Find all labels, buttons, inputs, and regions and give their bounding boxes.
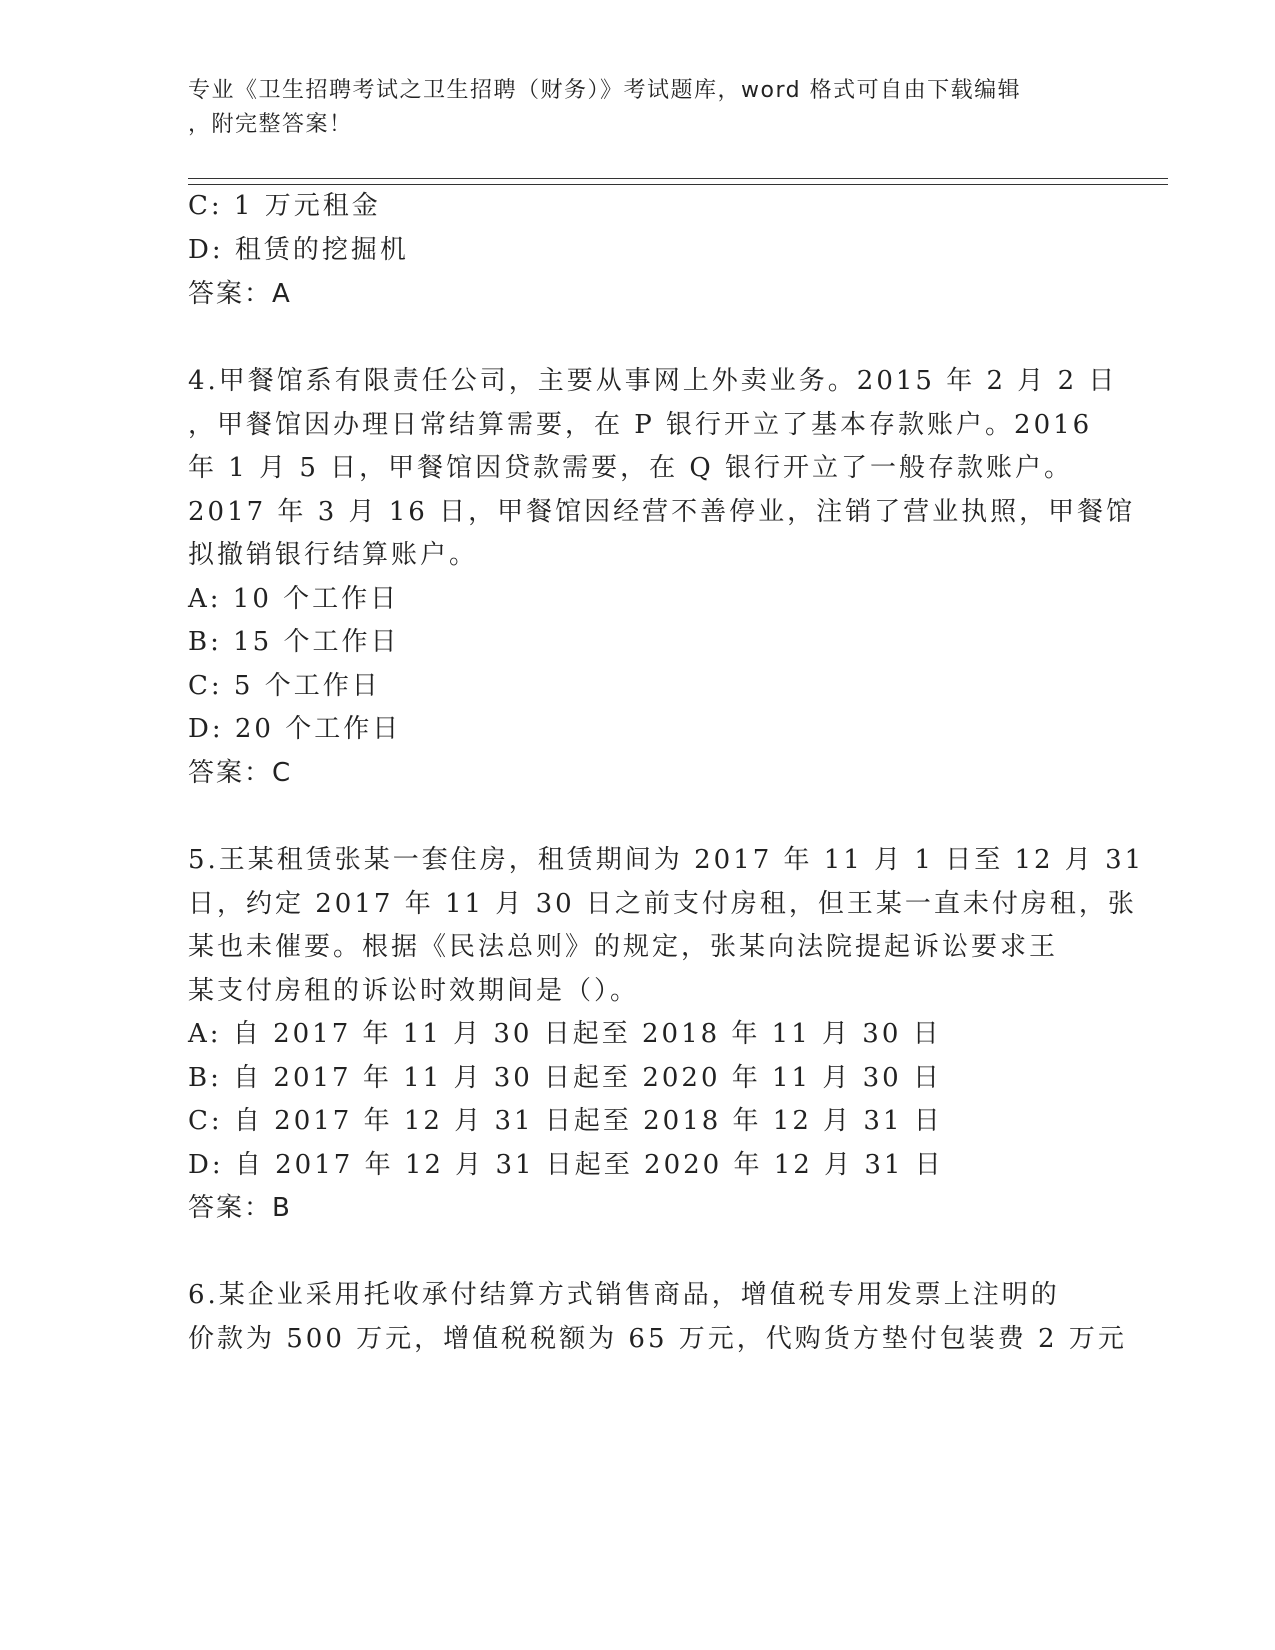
- q5-option-a: A: 自 2017 年 11 月 30 日起至 2018 年 11 月 30 日: [188, 1019, 942, 1049]
- q5-answer: 答案：B: [188, 1193, 292, 1223]
- q4-stem-line-4: 2017 年 3 月 16 日，甲餐馆因经营不善停业，注销了营业执照，甲餐馆: [188, 497, 1136, 527]
- q4-answer: 答案：C: [188, 758, 293, 788]
- q5-stem-line-1: 5.王某租赁张某一套住房，租赁期间为 2017 年 11 月 1 日至 12 月 31: [188, 845, 1145, 875]
- q5-option-d: D: 自 2017 年 12 月 31 日起至 2020 年 12 月 31 日: [188, 1150, 944, 1180]
- q4-option-b: B: 15 个工作日: [188, 627, 400, 657]
- q4-stem-line-3: 年 1 月 5 日，甲餐馆因贷款需要，在 Q 银行开立了一般存款账户。: [188, 453, 1073, 483]
- q4-stem-line-5: 拟撤销银行结算账户。: [188, 540, 479, 570]
- header-line-1: 专业《卫生招聘考试之卫生招聘（财务）》考试题库，word 格式可自由下载编辑: [188, 78, 1022, 103]
- header-divider-top: [188, 178, 1168, 179]
- q4-option-d: D: 20 个工作日: [188, 714, 402, 744]
- q4-option-c: C: 5 个工作日: [188, 671, 381, 701]
- page-header: [188, 74, 1088, 142]
- q5-stem-line-3: 某也未催要。根据《民法总则》的规定，张某向法院提起诉讼要求王: [188, 932, 1059, 962]
- q6-stem-line-2: 价款为 500 万元，增值税税额为 65 万元，代购货方垫付包装费 2 万元: [188, 1324, 1127, 1354]
- header-divider-bottom: [188, 184, 1168, 185]
- q4-stem-line-2: ，甲餐馆因办理日常结算需要，在 P 银行开立了基本存款账户。2016: [188, 410, 1093, 440]
- q4-option-a: A: 10 个工作日: [188, 584, 400, 614]
- q4-stem-line-1: 4.甲餐馆系有限责任公司，主要从事网上外卖业务。2015 年 2 月 2 日: [188, 366, 1118, 396]
- q5-option-b: B: 自 2017 年 11 月 30 日起至 2020 年 11 月 30 日: [188, 1063, 942, 1093]
- q5-stem-line-4: 某支付房租的诉讼时效期间是（）。: [188, 976, 640, 1006]
- q3-option-d: D: 租赁的挖掘机: [188, 235, 409, 265]
- q3-option-c: C: 1 万元租金: [188, 191, 381, 221]
- header-line-2: ，附完整答案！: [188, 112, 353, 137]
- q5-stem-line-2: 日，约定 2017 年 11 月 30 日之前支付房租，但王某一直未付房租，张: [188, 889, 1137, 919]
- q3-answer: 答案：A: [188, 279, 292, 309]
- q5-option-c: C: 自 2017 年 12 月 31 日起至 2018 年 12 月 31 日: [188, 1106, 943, 1136]
- q6-stem-line-1: 6.某企业采用托收承付结算方式销售商品，增值税专用发票上注明的: [188, 1280, 1060, 1310]
